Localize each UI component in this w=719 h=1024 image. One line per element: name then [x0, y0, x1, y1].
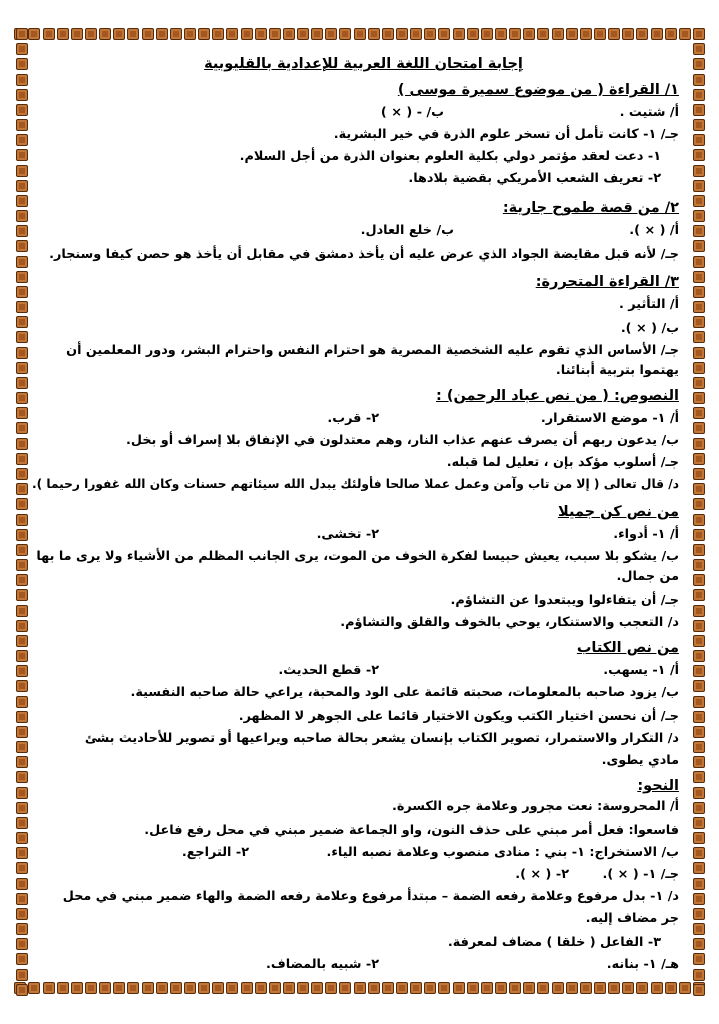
border-brick: [693, 377, 705, 389]
border-brick: [198, 982, 210, 994]
border-brick: [16, 514, 28, 526]
border-brick: [16, 802, 28, 814]
answer-line: أ/ المحروسة: نعت مجرور وعلامة جره الكسرة.: [391, 799, 679, 814]
border-brick: [226, 982, 238, 994]
border-brick: [693, 726, 705, 738]
border-brick: [184, 28, 196, 40]
border-brick: [693, 605, 705, 617]
border-brick: [622, 982, 634, 994]
border-brick: [693, 908, 705, 920]
border-brick: [16, 923, 28, 935]
border-brick: [693, 43, 705, 55]
border-brick: [71, 982, 83, 994]
border-brick: [693, 589, 705, 601]
page-border-left: [14, 28, 28, 996]
border-brick: [16, 544, 28, 556]
border-brick: [156, 982, 168, 994]
border-brick: [184, 982, 196, 994]
answer-line-part: ٢- قطع الحديث.: [278, 663, 379, 678]
border-brick: [16, 362, 28, 374]
border-brick: [16, 529, 28, 541]
border-brick: [297, 982, 309, 994]
border-brick: [113, 982, 125, 994]
border-brick: [368, 982, 380, 994]
answer-line-part: ب/ خلع العادل.: [360, 223, 454, 238]
border-brick: [16, 180, 28, 192]
border-brick: [467, 28, 479, 40]
page-border-right: [691, 28, 705, 996]
border-brick: [16, 149, 28, 161]
border-brick: [212, 28, 224, 40]
border-brick: [566, 982, 578, 994]
border-brick: [693, 119, 705, 131]
border-brick: [16, 878, 28, 890]
answer-line: فاسعوا: فعل أمر مبني على حذف النون، واو الجماعة ضمير مبني في محل رفع فاعل.: [144, 823, 679, 838]
border-brick: [693, 696, 705, 708]
border-brick: [693, 331, 705, 343]
border-brick: [43, 28, 55, 40]
answer-line: جر مضاف إليه.: [585, 911, 679, 926]
border-brick: [396, 28, 408, 40]
border-brick: [665, 28, 677, 40]
border-brick: [693, 271, 705, 283]
answer-line: د/ قال تعالى ( إلا من تاب وآمن وعمل عملا صالحا فأولئك يبدل الله سيئاتهم حسنات وكان الله غفورا رحيما ).: [31, 477, 679, 491]
border-brick: [16, 225, 28, 237]
border-brick: [156, 28, 168, 40]
border-brick: [509, 982, 521, 994]
border-brick: [693, 453, 705, 465]
answer-line-part: ٢- التراجع.: [181, 845, 249, 860]
border-brick: [382, 28, 394, 40]
border-brick: [693, 514, 705, 526]
border-brick: [693, 756, 705, 768]
border-brick: [679, 28, 691, 40]
border-brick: [693, 938, 705, 950]
section-heading: ٢/ من قصة طموح جارية:: [502, 200, 679, 216]
answer-line-part: ٢- تخشى.: [316, 527, 379, 542]
border-brick: [16, 832, 28, 844]
border-brick: [693, 680, 705, 692]
border-brick: [608, 28, 620, 40]
border-brick: [170, 982, 182, 994]
section-heading: ٣/ القراءة المتحررة:: [535, 274, 679, 290]
border-brick: [693, 422, 705, 434]
answer-line: د/ التعجب والاستنكار، يوحي بالخوف والقلق والتشاؤم.: [340, 615, 679, 630]
border-brick: [16, 301, 28, 313]
border-brick: [693, 407, 705, 419]
border-brick: [693, 498, 705, 510]
border-brick: [594, 28, 606, 40]
border-brick: [16, 438, 28, 450]
border-brick: [424, 28, 436, 40]
border-brick: [16, 756, 28, 768]
border-brick: [16, 726, 28, 738]
answer-line: هـ/ ١- بنانه.: [606, 957, 679, 972]
answer-line: جـ/ الأساس الذي تقوم عليه الشخصية المصرية هو احترام النفس واحترام البشر، ودور المعلمين أن: [66, 343, 679, 358]
border-brick: [113, 28, 125, 40]
border-brick: [693, 28, 705, 40]
answer-line: جـ/ أن نحسن اختيار الكتب ويكون الاختيار قائما على الجوهر لا المظهر.: [238, 709, 679, 724]
border-brick: [693, 574, 705, 586]
border-brick: [693, 225, 705, 237]
border-brick: [16, 938, 28, 950]
border-brick: [693, 711, 705, 723]
border-brick: [693, 483, 705, 495]
border-brick: [693, 665, 705, 677]
border-brick: [693, 89, 705, 101]
border-brick: [552, 982, 564, 994]
border-brick: [16, 665, 28, 677]
border-brick: [580, 982, 592, 994]
border-brick: [16, 58, 28, 70]
border-brick: [16, 574, 28, 586]
border-brick: [16, 28, 28, 40]
border-brick: [16, 392, 28, 404]
border-brick: [693, 802, 705, 814]
border-brick: [693, 832, 705, 844]
border-brick: [142, 28, 154, 40]
answer-line: جـ/ لأنه قبل مقايضة الجواد الذي عرض عليه أن يأخذ دمشق في مقابل أن يأخذ هو حصن كيفا وسنجار.: [49, 247, 679, 262]
border-brick: [438, 982, 450, 994]
border-brick: [16, 787, 28, 799]
border-brick: [16, 711, 28, 723]
section-heading: ١/ القراءة ( من موضوع سميرة موسى ): [397, 82, 679, 98]
border-brick: [16, 620, 28, 632]
border-brick: [608, 982, 620, 994]
border-brick: [693, 529, 705, 541]
border-brick: [16, 119, 28, 131]
answer-line: د/ التكرار والاستمرار، تصوير الكتاب بإنسان يشعر بحالة صاحبه ويراعيها أو تصوير للأحاديث بشئ: [84, 731, 679, 746]
border-brick: [693, 58, 705, 70]
answer-line: من جمال.: [616, 569, 679, 584]
answer-line: ب/ يشكو بلا سبب، يعيش حبيسا لفكرة الخوف من الموت، يرى الجانب المظلم من الأشياء ولا يرى ما بها: [36, 549, 679, 564]
border-brick: [622, 28, 634, 40]
border-brick: [537, 982, 549, 994]
border-brick: [693, 984, 705, 996]
border-brick: [693, 635, 705, 647]
border-brick: [693, 650, 705, 662]
border-brick: [16, 589, 28, 601]
border-brick: [241, 28, 253, 40]
border-brick: [424, 982, 436, 994]
border-brick: [16, 817, 28, 829]
border-brick: [693, 195, 705, 207]
border-brick: [16, 74, 28, 86]
border-brick: [636, 28, 648, 40]
section-heading: النصوص: ( من نص عباد الرحمن) :: [436, 388, 679, 404]
border-brick: [495, 28, 507, 40]
border-brick: [693, 923, 705, 935]
border-brick: [16, 316, 28, 328]
border-brick: [16, 407, 28, 419]
border-brick: [16, 453, 28, 465]
border-brick: [693, 620, 705, 632]
border-brick: [509, 28, 521, 40]
border-brick: [693, 878, 705, 890]
answer-line: أ/ ١- موضع الاستقرار.: [540, 411, 679, 426]
border-brick: [679, 982, 691, 994]
border-brick: [693, 256, 705, 268]
border-brick: [16, 210, 28, 222]
border-brick: [693, 787, 705, 799]
border-brick: [16, 43, 28, 55]
answer-line: أ/ ١- أدواء.: [613, 527, 679, 542]
border-brick: [16, 771, 28, 783]
border-brick: [16, 635, 28, 647]
border-brick: [16, 483, 28, 495]
border-brick: [99, 982, 111, 994]
border-brick: [325, 28, 337, 40]
border-brick: [580, 28, 592, 40]
border-brick: [693, 969, 705, 981]
border-brick: [523, 982, 535, 994]
border-brick: [212, 982, 224, 994]
border-brick: [16, 893, 28, 905]
border-brick: [693, 862, 705, 874]
section-heading: من نص الكتاب: [576, 640, 679, 656]
border-brick: [16, 559, 28, 571]
border-brick: [693, 104, 705, 116]
answer-line-part: ب/ - ( × ): [380, 105, 444, 120]
border-brick: [16, 240, 28, 252]
border-brick: [693, 301, 705, 313]
border-brick: [226, 28, 238, 40]
border-brick: [693, 286, 705, 298]
border-brick: [16, 862, 28, 874]
border-brick: [693, 134, 705, 146]
answer-line: مادي يطوى.: [601, 753, 679, 768]
answer-line: أ/ ( × ).: [629, 223, 679, 238]
border-brick: [16, 256, 28, 268]
border-brick: [693, 392, 705, 404]
border-brick: [396, 982, 408, 994]
border-brick: [693, 347, 705, 359]
answer-sheet: [31, 48, 679, 974]
border-brick: [43, 982, 55, 994]
border-brick: [495, 982, 507, 994]
section-heading: النحو:: [637, 778, 679, 794]
section-heading: من نص كن جميلا: [558, 504, 679, 520]
page-border-bottom: [14, 982, 705, 996]
border-brick: [16, 195, 28, 207]
border-brick: [16, 741, 28, 753]
border-brick: [339, 28, 351, 40]
border-brick: [693, 893, 705, 905]
answer-line: ب/ يدعون ربهم أن يصرف عنهم عذاب النار، وهم معتدلون في الإنفاق بلا إسراف أو بخل.: [126, 433, 679, 448]
border-brick: [16, 605, 28, 617]
border-brick: [71, 28, 83, 40]
answer-line: د/ ١- بدل مرفوع وعلامة رفعه الضمة – مبتدأ مرفوع وعلامة رفعه الضمة والهاء ضمير مبني في محل: [62, 889, 679, 904]
border-brick: [693, 165, 705, 177]
border-brick: [297, 28, 309, 40]
border-brick: [16, 468, 28, 480]
border-brick: [651, 28, 663, 40]
border-brick: [693, 544, 705, 556]
border-brick: [99, 28, 111, 40]
answer-line-part: ٢- شبيه بالمضاف.: [266, 957, 379, 972]
page-border-top: [14, 28, 705, 42]
border-brick: [523, 28, 535, 40]
answer-line: ب/ الاستخراج: ١- بني : منادى منصوب وعلامة نصبه الياء.: [326, 845, 679, 860]
border-brick: [693, 180, 705, 192]
border-brick: [16, 271, 28, 283]
border-brick: [481, 982, 493, 994]
answer-line: ب/ ( × ).: [620, 321, 679, 336]
border-brick: [693, 240, 705, 252]
answer-line: جـ/ ١- كانت تأمل أن تسخر علوم الذرة في خير البشرية.: [333, 127, 679, 142]
border-brick: [16, 984, 28, 996]
answer-line: أ/ التأثير .: [618, 297, 679, 312]
border-brick: [382, 982, 394, 994]
border-brick: [16, 89, 28, 101]
answer-line: ٢- تعريف الشعب الأمريكي بقضية بلادها.: [408, 171, 661, 186]
border-brick: [16, 696, 28, 708]
border-brick: [339, 982, 351, 994]
border-brick: [354, 982, 366, 994]
border-brick: [481, 28, 493, 40]
border-brick: [16, 377, 28, 389]
border-brick: [693, 210, 705, 222]
border-brick: [255, 982, 267, 994]
border-brick: [410, 28, 422, 40]
answer-line: جـ/ أسلوب مؤكد بإن ، تعليل لما قبله.: [446, 455, 679, 470]
border-brick: [241, 982, 253, 994]
border-brick: [693, 741, 705, 753]
border-brick: [453, 982, 465, 994]
border-brick: [410, 982, 422, 994]
border-brick: [127, 982, 139, 994]
border-brick: [16, 422, 28, 434]
answer-line: ٣- الفاعل ( خلقا ) مضاف لمعرفة.: [447, 935, 661, 950]
border-brick: [368, 28, 380, 40]
border-brick: [269, 982, 281, 994]
border-brick: [354, 28, 366, 40]
answer-line-part: ٢- قرب.: [327, 411, 379, 426]
border-brick: [693, 847, 705, 859]
border-brick: [693, 362, 705, 374]
answer-line-part: ٢- ( × ).: [515, 867, 569, 882]
answer-line: أ/ ١- يسهب.: [603, 663, 679, 678]
border-brick: [693, 149, 705, 161]
border-brick: [693, 468, 705, 480]
border-brick: [16, 680, 28, 692]
border-brick: [85, 28, 97, 40]
border-brick: [57, 982, 69, 994]
border-brick: [566, 28, 578, 40]
border-brick: [28, 28, 40, 40]
border-brick: [142, 982, 154, 994]
border-brick: [16, 347, 28, 359]
border-brick: [693, 438, 705, 450]
border-brick: [16, 134, 28, 146]
border-brick: [16, 165, 28, 177]
border-brick: [16, 331, 28, 343]
border-brick: [325, 982, 337, 994]
border-brick: [198, 28, 210, 40]
border-brick: [693, 559, 705, 571]
border-brick: [16, 650, 28, 662]
border-brick: [127, 28, 139, 40]
border-brick: [693, 74, 705, 86]
border-brick: [255, 28, 267, 40]
border-brick: [16, 104, 28, 116]
border-brick: [16, 847, 28, 859]
border-brick: [283, 982, 295, 994]
border-brick: [693, 771, 705, 783]
border-brick: [651, 982, 663, 994]
answer-line: أ/ شتيت .: [619, 105, 679, 120]
answer-line: ب/ يزود صاحبه بالمعلومات، صحبته قائمة على الود والمحبة، يراعي حالة صاحبه النفسية.: [130, 685, 679, 700]
border-brick: [16, 286, 28, 298]
border-brick: [85, 982, 97, 994]
border-brick: [170, 28, 182, 40]
answer-line: جـ/ ١- ( × ).: [602, 867, 679, 882]
border-brick: [16, 908, 28, 920]
border-brick: [693, 953, 705, 965]
border-brick: [28, 982, 40, 994]
border-brick: [311, 982, 323, 994]
border-brick: [311, 28, 323, 40]
border-brick: [453, 28, 465, 40]
border-brick: [636, 982, 648, 994]
border-brick: [269, 28, 281, 40]
answer-line: جـ/ أن يتفاءلوا ويبتعدوا عن التشاؤم.: [450, 593, 679, 608]
border-brick: [665, 982, 677, 994]
border-brick: [57, 28, 69, 40]
answer-line: ١- دعت لعقد مؤتمر دولي بكلية العلوم بعنوان الذرة من أجل السلام.: [239, 149, 661, 164]
border-brick: [16, 953, 28, 965]
page-title: إجابة امتحان اللغة العربية للإعدادية بالقليوبية: [204, 56, 523, 72]
border-brick: [594, 982, 606, 994]
border-brick: [16, 498, 28, 510]
border-brick: [467, 982, 479, 994]
border-brick: [438, 28, 450, 40]
border-brick: [16, 969, 28, 981]
border-brick: [537, 28, 549, 40]
answer-line: يهتموا بتربية أبنائنا.: [555, 363, 679, 378]
border-brick: [552, 28, 564, 40]
border-brick: [693, 316, 705, 328]
border-brick: [693, 817, 705, 829]
border-brick: [283, 28, 295, 40]
